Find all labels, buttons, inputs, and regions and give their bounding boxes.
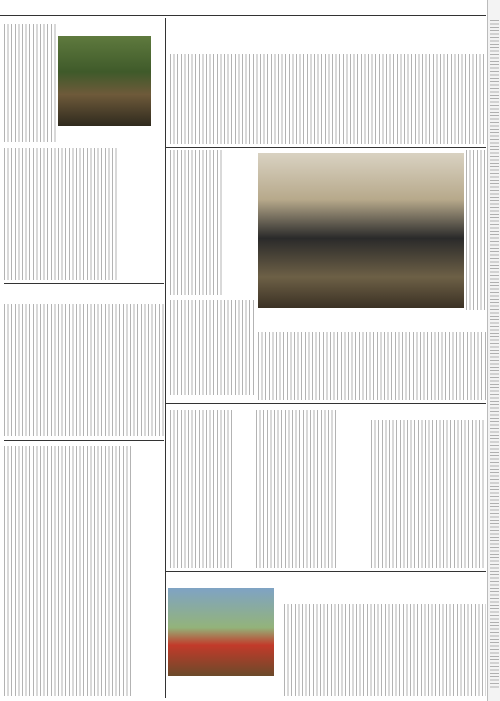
rule-lead-bottom	[166, 147, 486, 148]
right-narrow-body	[466, 150, 486, 310]
rule-left-mid	[4, 440, 164, 441]
campus-photo	[58, 36, 151, 126]
middle-body-a	[170, 300, 254, 395]
cram-body	[170, 150, 224, 295]
shanlin-body	[4, 148, 117, 280]
swiss-body	[256, 410, 336, 568]
masthead	[0, 0, 500, 18]
nanshi-body	[371, 420, 486, 568]
column-rule-left	[165, 18, 166, 698]
playground-photo	[168, 588, 274, 676]
saxophone-photo	[258, 153, 464, 308]
rule-shanlin-bottom	[4, 283, 164, 284]
photo-caption-vertical	[4, 24, 56, 144]
masthead-rule	[0, 15, 486, 16]
left-lower-body	[4, 446, 132, 696]
page-edge-strip	[487, 0, 500, 701]
taishi-body	[4, 304, 164, 436]
lead-body	[170, 54, 486, 144]
rule-lower	[166, 571, 486, 572]
yuemei-body	[258, 332, 486, 400]
fo-body	[284, 604, 486, 696]
penghu-body	[170, 410, 234, 568]
rule-mid	[166, 403, 486, 404]
